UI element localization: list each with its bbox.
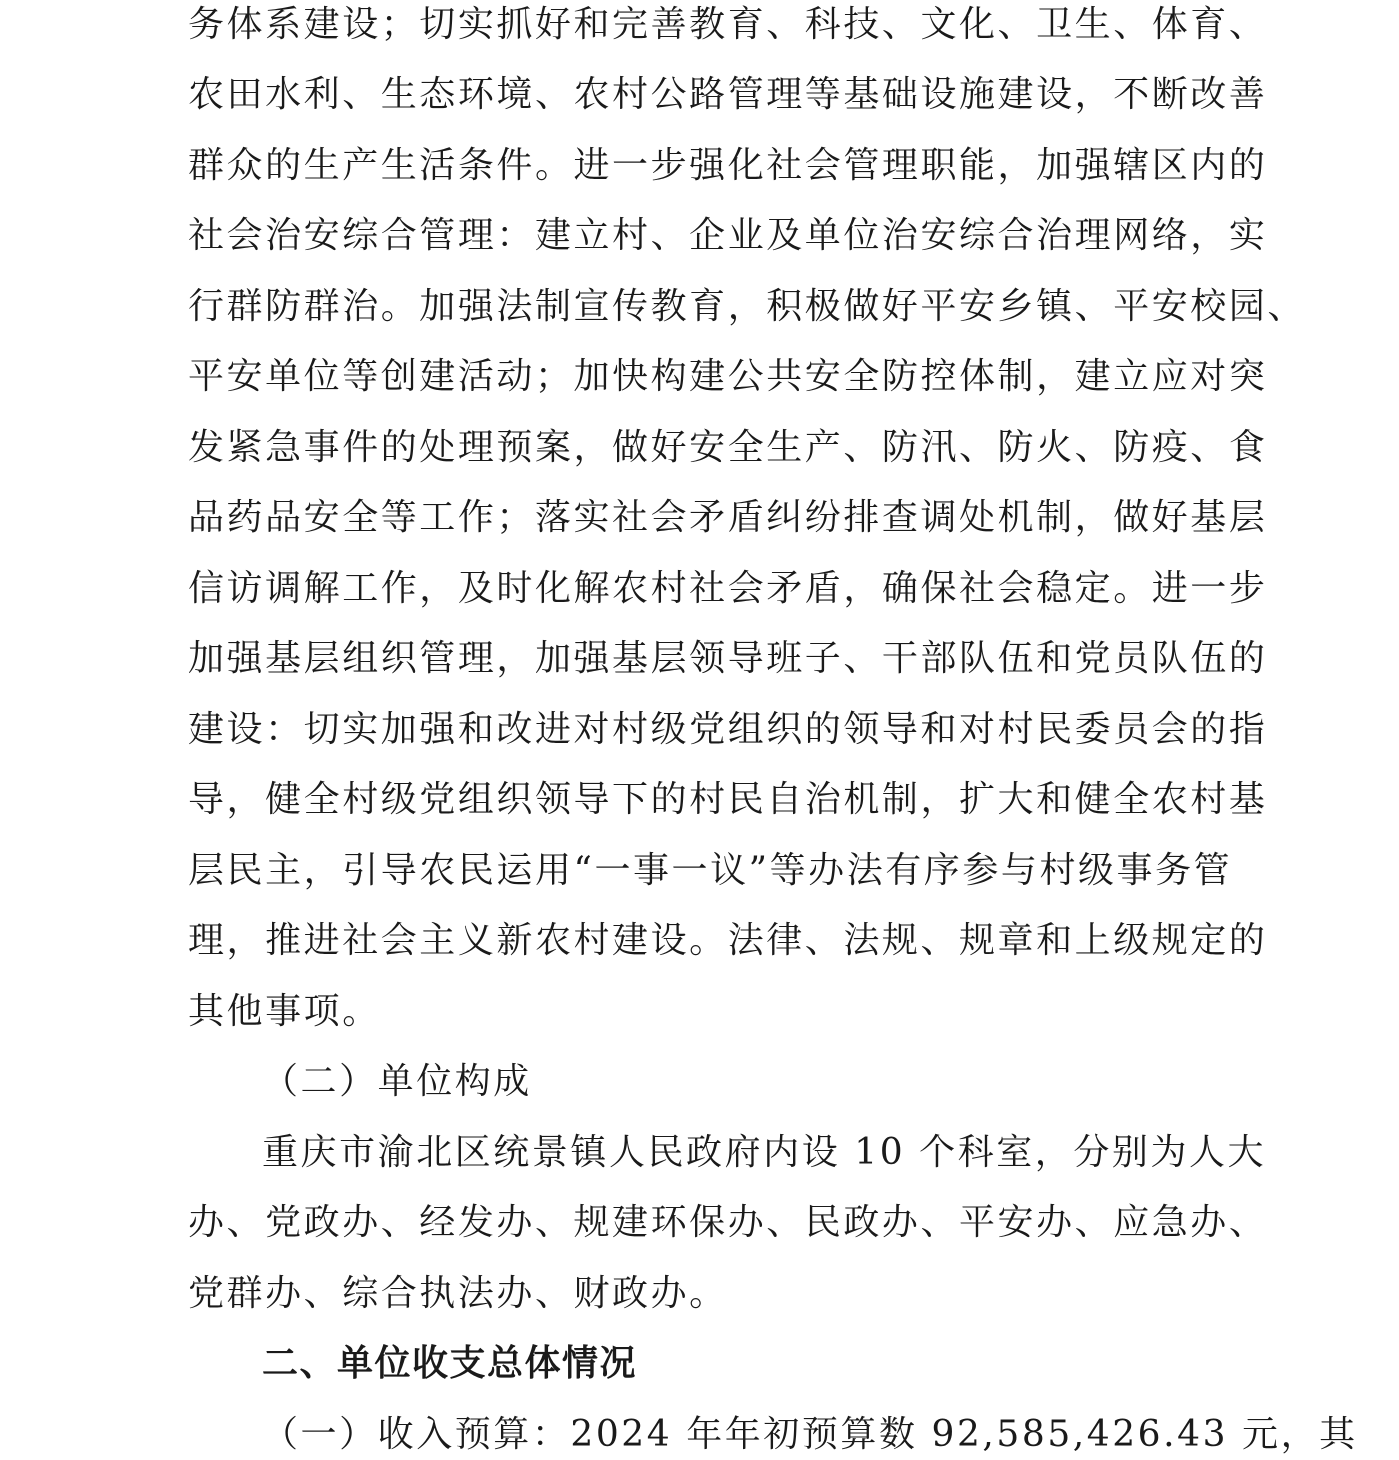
paragraph-line: 务体系建设；切实抓好和完善教育、科技、文化、卫生、体育、 bbox=[188, 4, 1268, 45]
paragraph-line: 党群办、综合执法办、财政办。 bbox=[188, 1273, 728, 1314]
paragraph-line: 层民主，引导农民运用“一事一议”等办法有序参与村级事务管 bbox=[188, 850, 1233, 891]
paragraph-line: 群众的生产生活条件。进一步强化社会管理职能，加强辖区内的 bbox=[188, 145, 1268, 186]
paragraph-line: 农田水利、生态环境、农村公路管理等基础设施建设，不断改善 bbox=[188, 74, 1268, 115]
paragraph-line: 信访调解工作，及时化解农村社会矛盾，确保社会稳定。进一步 bbox=[188, 568, 1268, 609]
paragraph-line: 品药品安全等工作；落实社会矛盾纠纷排查调处机制，做好基层 bbox=[188, 497, 1268, 538]
paragraph-line: （一）收入预算：2024 年年初预算数 92,585,426.43 元，其 bbox=[262, 1414, 1358, 1455]
paragraph-line: 办、党政办、经发办、规建环保办、民政办、平安办、应急办、 bbox=[188, 1202, 1268, 1243]
paragraph-line: 重庆市渝北区统景镇人民政府内设 10 个科室，分别为人大 bbox=[262, 1132, 1267, 1173]
paragraph-line: 发紧急事件的处理预案，做好安全生产、防汛、防火、防疫、食 bbox=[188, 427, 1268, 468]
section-heading: （二）单位构成 bbox=[262, 1061, 532, 1102]
paragraph-line: 社会治安综合管理：建立村、企业及单位治安综合治理网络，实 bbox=[188, 215, 1268, 256]
paragraph-line: 加强基层组织管理，加强基层领导班子、干部队伍和党员队伍的 bbox=[188, 638, 1268, 679]
paragraph-line: 建设：切实加强和改进对村级党组织的领导和对村民委员会的指 bbox=[188, 709, 1268, 750]
paragraph-line: 理，推进社会主义新农村建设。法律、法规、规章和上级规定的 bbox=[188, 920, 1268, 961]
paragraph-line: 其他事项。 bbox=[188, 991, 381, 1032]
paragraph-line: 导，健全村级党组织领导下的村民自治机制，扩大和健全农村基 bbox=[188, 779, 1268, 820]
chapter-heading: 二、单位收支总体情况 bbox=[262, 1343, 638, 1384]
paragraph-line: 行群防群治。加强法制宣传教育，积极做好平安乡镇、平安校园、 bbox=[188, 286, 1306, 327]
paragraph-line: 平安单位等创建活动；加快构建公共安全防控体制，建立应对突 bbox=[188, 356, 1268, 397]
